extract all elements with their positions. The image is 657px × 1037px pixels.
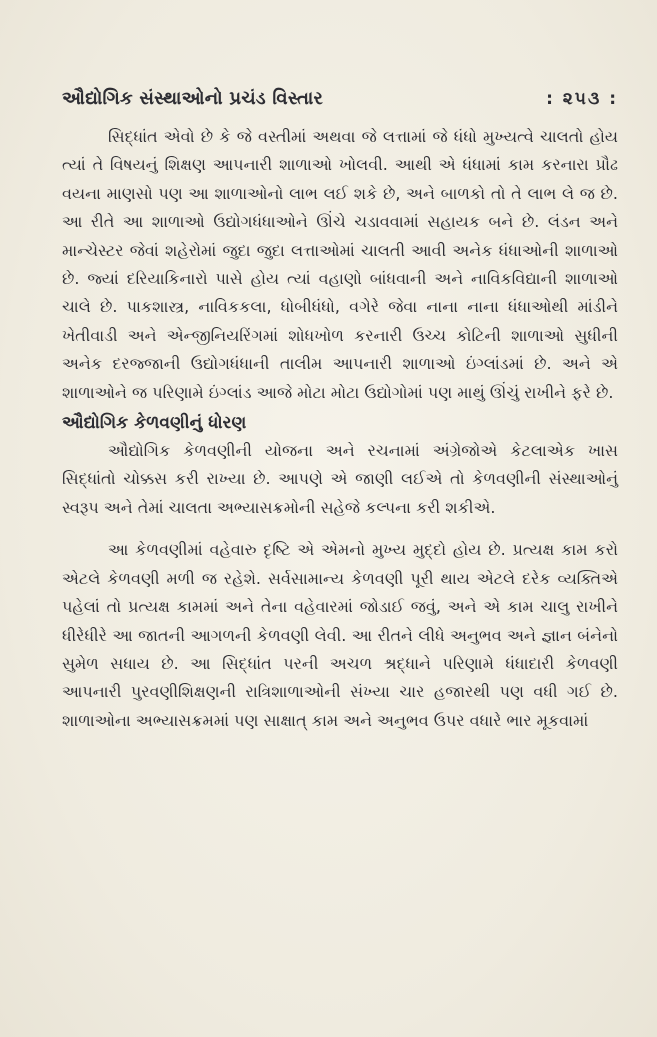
running-title: ઔદ્યોગિક સંસ્થાઓનો પ્રચંડ વિસ્તાર <box>62 88 323 109</box>
body-paragraph-1: સિદ્ધાંત એવો છે કે જે વસ્તીમાં અથવા જે લત્તામાં જે ધંધો મુખ્યત્વે ચાલતો હોય ત્યાં તે વિષયનું શિક્ષણ આપનારી શાળાઓ ખોલવી. આથી એ ધંધામાં કામ કરનારા પ્રૌઢ વયના માણસો પણ આ શાળાઓનો લાભ લઈ શકે છે, અને બાળકો તો તે લાભ લે જ છે. આ રીતે આ શાળાઓ ઉદ્યોગધંધાઓને ઊંચે ચડાવવામાં સહાયક બને છે. લંડન અને માન્ચેસ્ટર જેવાં શહેરોમાં જુદા જુદા લત્તાઓમાં ચાલતી આવી અનેક ધંધાઓની શાળાઓ છે. જ્યાં દરિયાકિનારો પાસે હોય ત્યાં વહાણો બાંધવાની અને નાવિકવિદ્યાની શાળાઓ ચાલે છે. પાકશાસ્ત્ર, નાવિકકલા, ધોબીધંધો, વગેરે જેવા નાના નાના ધંધાઓથી માંડીને ખેતીવાડી અને એન્જીનિયરિંગમાં શોધખોળ કરનારી ઉચ્ચ કોટિની શાળાઓ સુધીની અનેક દરજ્જાની ઉદ્યોગધંધાની તાલીમ આપનારી શાળાઓ ઇંગ્લાંડમાં છે. અને એ શાળાઓને જ પરિણામે ઇંગ્લાંડ આજે મોટા મોટા ઉદ્યોગોમાં પણ માથું ઊંચું રાખીને ફરે છે. <box>62 127 618 402</box>
section-heading: ઔદ્યોગિક કેળવણીનું ધોરણ <box>62 413 247 434</box>
page-content <box>62 88 618 735</box>
body-paragraph-3: આ કેળવણીમાં વહેવારુ દૃષ્ટિ એ એમનો મુખ્ય મુદ્દો હોય છે. પ્રત્યક્ષ કામ કરો એટલે કેળવણી મળી જ રહેશે. સર્વસામાન્ય કેળવણી પૂરી થાય એટલે દરેક વ્યક્તિએ પહેલાં તો પ્રત્યક્ષ કામમાં અને તેના વહેવારમાં જોડાઈ જવું, અને એ કામ ચાલુ રાખીને ધીરેધીરે આ જાતની આગળની કેળવણી લેવી. આ રીતને લીધે અનુભવ અને જ્ઞાન બંનેનો સુમેળ સધાય છે. આ સિદ્ધાંત પરની અચળ શ્રદ્ધાને પરિણામે ધંધાદારી કેળવણી આપનારી પુરવણીશિક્ષણની રાત્રિશાળાઓની સંખ્યા ચાર હજારથી પણ વધી ગઈ છે. શાળાઓના અભ્યાસક્રમમાં પણ સાક્ષાત્ કામ અને અનુભવ ઉપર વધારે ભાર મૂકવામાં <box>62 540 618 730</box>
running-header <box>62 88 618 109</box>
page-number: : ૨૫૩ : <box>546 89 618 109</box>
paragraph-spacer <box>62 522 618 536</box>
body-paragraph-2: ઔદ્યોગિક કેળવણીની યોજના અને રચનામાં અંગ્રેજોએ કેટલાએક ખાસ સિદ્ધાંતો ચોક્કસ કરી રાખ્યા છે. આપણે એ જાણી લઈએ તો કેળવણીની સંસ્થાઓનું સ્વરૂપ અને તેમાં ચાલતા અભ્યાસક્રમોની સહેજે કલ્પના કરી શકીએ. <box>62 441 618 517</box>
